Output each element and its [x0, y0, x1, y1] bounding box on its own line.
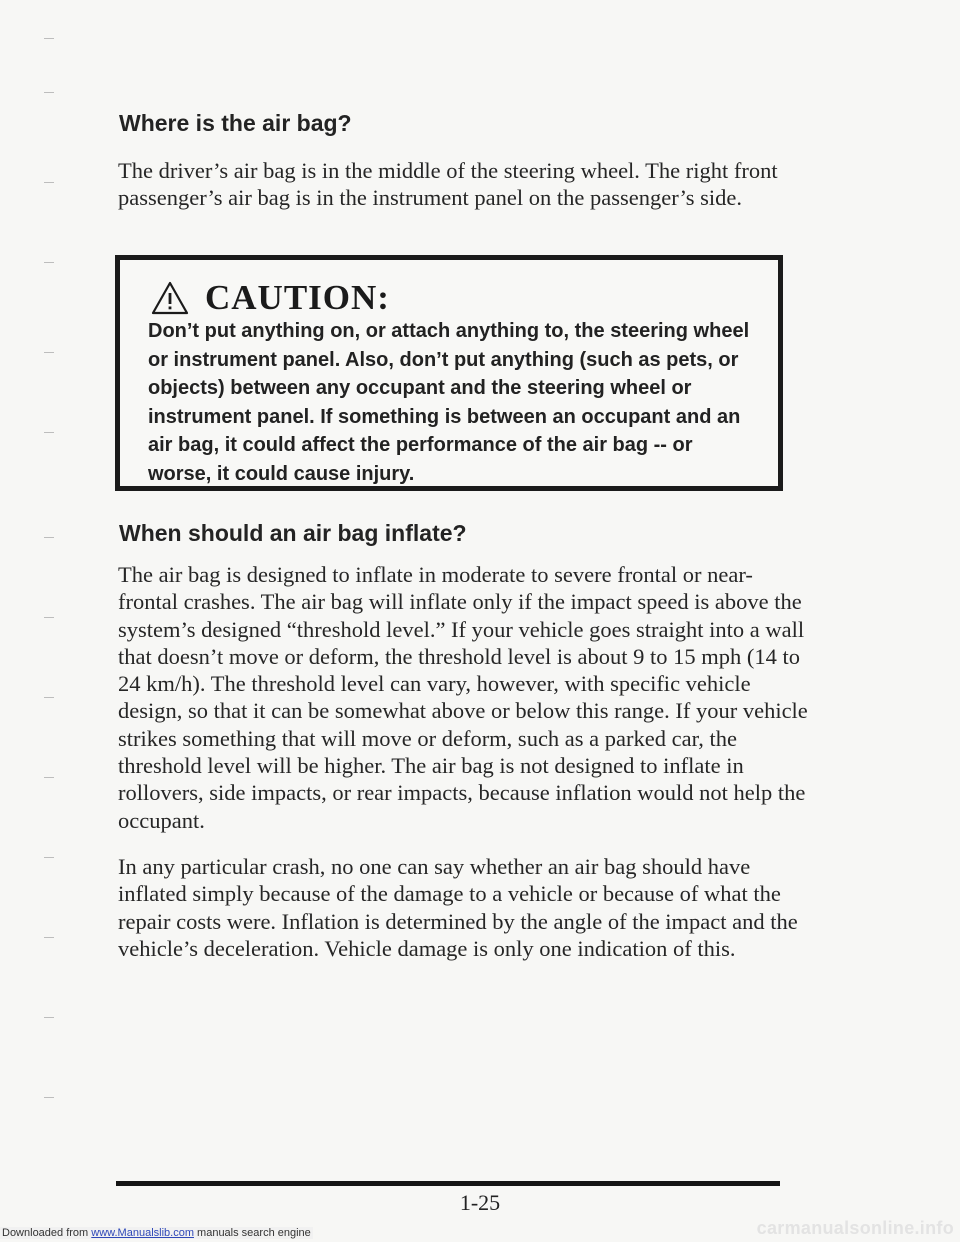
section-body-when-1: The air bag is designed to inflate in moderate to severe frontal or near-frontal crashes. The air bag will inflate only if the impact speed is above the system’s designed “threshold level.” If your vehicle goes straight into a wall that doesn’t move or deform, the threshold level is about 9 to 15 mph (14 to 24 km/h). The threshold level can vary, however, with specific vehicle design, so that it can be somewhat above or below this range. If your vehicle strikes something that will move or deform, such as a parked car, the threshold level will be higher. The air bag is not designed to inflate in rollovers, side impacts, or rear impacts, because inflation would not help the occupant. [118, 562, 808, 833]
margin-tick [44, 617, 54, 618]
download-note-suffix: manuals search engine [193, 1227, 311, 1239]
margin-tick [44, 1017, 54, 1018]
margin-tick [44, 352, 54, 353]
page-number: 1-25 [459, 1190, 501, 1215]
margin-tick [44, 697, 54, 698]
manualslib-link[interactable]: www.Manualslib.com [91, 1227, 194, 1239]
margin-tick [44, 1097, 54, 1098]
margin-tick [44, 857, 54, 858]
footer-rule [116, 1181, 780, 1186]
section-heading-where: Where is the air bag? [119, 110, 352, 136]
section-heading-when: When should an air bag inflate? [119, 520, 467, 546]
margin-tick [44, 182, 54, 183]
warning-triangle-icon [151, 281, 189, 315]
margin-tick [44, 937, 54, 938]
margin-tick [44, 777, 54, 778]
margin-tick [44, 38, 54, 39]
section-body-where: The driver’s air bag is in the middle of the steering wheel. The right front passenger’s air bag is in the instrument panel on the passenger’s side. [118, 158, 778, 211]
download-note [0, 1227, 313, 1239]
caution-title: CAUTION: [205, 278, 390, 317]
margin-tick [44, 537, 54, 538]
section-body-when-2: In any particular crash, no one can say whether an air bag should have inflated simply because of the damage to a vehicle or because of what the repair costs were. Inflation is determined by the angle of the impact and the vehicle’s deceleration. Vehicle damage is only one indication of this. [118, 854, 798, 961]
caution-text: Don’t put anything on, or attach anything to, the steering wheel or instrument panel. Also, don’t put anything (such as pets, or objects) between any occupant and the steering wheel or instrument panel. If something is between an occupant and an air bag, it could affect the performance of the air bag -- or worse, it could cause injury. [148, 320, 750, 485]
caution-box [115, 255, 783, 491]
margin-tick [44, 432, 54, 433]
watermark: carmanualsonline.info [756, 1218, 954, 1238]
download-note-prefix: Downloaded from [2, 1227, 92, 1239]
margin-tick [44, 92, 54, 93]
margin-tick [44, 262, 54, 263]
caution-header [151, 278, 390, 318]
